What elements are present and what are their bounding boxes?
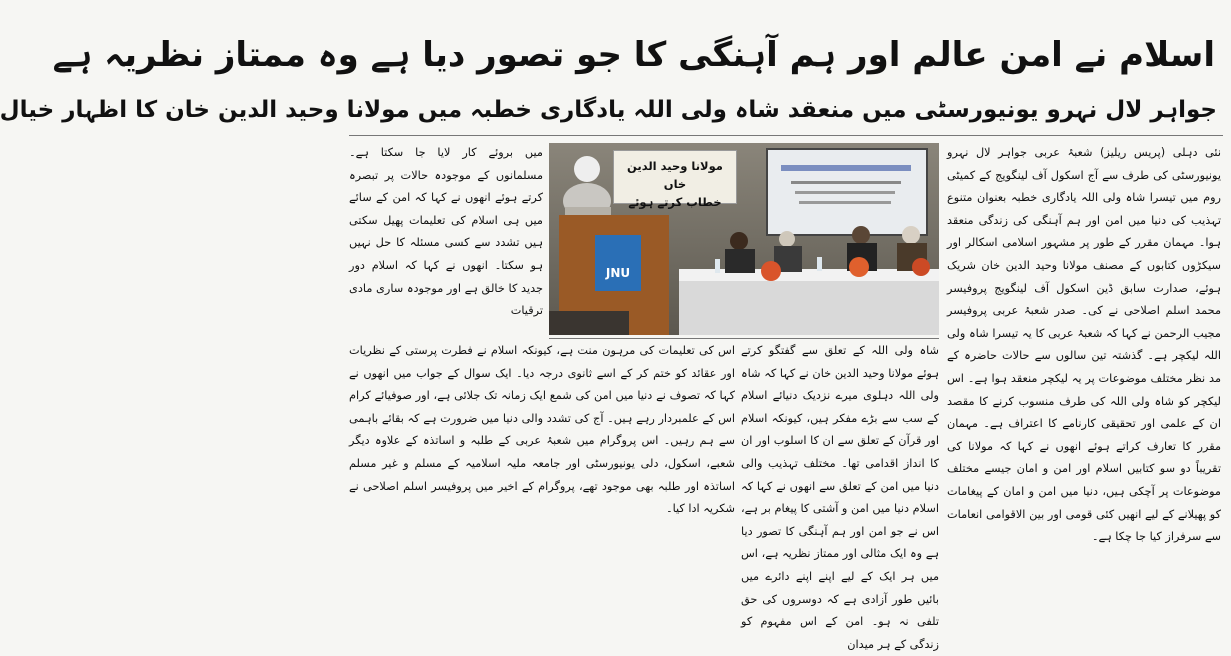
photo-caption-line2: خطاب کرتے ہوئے [628,195,722,209]
article-column-right [947,142,1221,544]
event-photo-illustration [549,143,939,335]
article-column-left-bottom [349,340,735,516]
headline: اسلام نے امن عالم اور ہم آہنگی کا جو تصور دیا ہے وہ ممتاز نظریہ ہے [52,35,1215,75]
photo-caption [613,150,737,209]
divider [349,135,1223,136]
photo-caption-line1: مولانا وحید الدین خاں [627,159,723,191]
photo-divider [549,338,939,339]
event-photo [549,143,939,335]
podium-logo: JNU [605,266,631,280]
article-text: اس کی تعلیمات کی مرہون منت ہے، کیونکہ اسلام نے فطرت پرستی کے نظریات اور عقائد کو ختم کر کے اسے ثانوی درجہ دیا۔ ایک سوال کے جواب میں انھوں نے کہا کہ تصوف نے دنیا میں امن کی شمع ایک زمانہ تک جلائی ہے، اور صوفیائے کرام اس کے علمبردار رہے ہیں۔ آج کی تشدد والی دنیا میں ضرورت ہے کہ بقائے باہمی سے ہم رہیں۔ اس پروگرام میں شعبۂ عربی کے طلبہ و اساتذہ کے علاوہ دیگر شعبے، اسکول، دلی یونیورسٹی اور جامعہ ملیہ اسلامیہ کے مسلم و غیر مسلم اساتذہ اور طلبہ بھی موجود تھے، پروگرام کے اخیر میں پروفیسر اسلم اصلاحی نے شکریہ ادا کیا۔ [349,344,735,516]
article-text: شاہ ولی اللہ کے تعلق سے گفتگو کرتے ہوئے مولانا وحید الدین خان نے کہا کہ شاہ ولی اللہ دہلوی میرے نزدیک دنیائے اسلام کے سب سے بڑے مفکر ہیں، کیونکہ اسلام اور قرآن کے تعلق سے ان کا اسلوب اور ان کا انداز اقدامی تھا۔ مختلف تہذیب والی دنیا میں امن کے تعلق سے انھوں نے کہا کہ اسلام دنیا میں امن و آشتی کا پیغام بر ہے، اس نے جو امن اور ہم آہنگی کا تصور دیا ہے وہ ایک مثالی اور ممتاز نظریہ ہے، اس میں ہر ایک کے لیے اپنے اپنے دائرے میں بائیں طور آزادی ہے کہ دوسروں کی حق تلفی نہ ہو۔ امن کے اس مفہوم کو زندگی کے ہر میدان [741,344,939,651]
subheadline: جواہر لال نہرو یونیورسٹی میں منعقد شاہ ولی اللہ یادگاری خطبہ میں مولانا وحید الدین خان کا اظہار خیال [0,97,1217,123]
article-column-middle [741,340,939,651]
article-text: نئی دہلی (پریس ریلیز) شعبۂ عربی جواہر لال نہرو یونیورسٹی کی طرف سے آج اسکول آف لینگویج کے کمیٹی روم میں تیسرا شاہ ولی اللہ یادگاری خطبہ بعنوان متنوع تہذیب کی دنیا میں امن اور ہم آہنگی کی زندگی منعقد ہوا۔ مہمان مقرر کے طور پر مشہور اسلامی اسکالر اور سیکڑوں کتابوں کے مصنف مولانا وحید الدین خان شریک ہوئے، صدارت سابق ڈین اسکول آف لینگویج پروفیسر محمد اسلم اصلاحی نے کی۔ صدر شعبۂ عربی پروفیسر مجیب الرحمن نے کہا کہ شعبۂ عربی کا یہ تیسرا شاہ ولی اللہ لیکچر ہے۔ گذشتہ تین سالوں سے حالات حاضرہ کے مد نظر مختلف موضوعات پر یہ لیکچر منعقد ہوا ہے۔ اس لیکچر کو شاہ ولی اللہ کی طرف منسوب کرنے کا مقصد ان کے علمی اور تحقیقی کارنامے کا اعتراف ہے۔ مہمان مقرر کا تعارف کراتے ہوئے انھوں نے کہا کہ مولانا کی تقریباً دو سو کتابیں اسلام اور امن و امان جیسے مختلف موضوعات پر آچکی ہیں، دنیا میں امن و امان کے پیغامات کو پھیلانے کے لیے انھیں کئی قومی اور بین الاقوامی انعامات سے سرفراز کیا جا چکا ہے۔ [947,146,1221,544]
article-text: میں بروئے کار لایا جا سکتا ہے۔ مسلمانوں کے موجودہ حالات پر تبصرہ کرتے ہوئے انھوں نے کہا کہ امن کے سائے میں ہی اسلام کی تعلیمات پھیل سکتی ہیں تشدد سے کسی مسئلہ کا حل نہیں ہو سکتا۔ انھوں نے کہا کہ اسلام دور جدید کا خالق ہے اور موجودہ ساری مادی ترقیات [349,146,543,318]
article-column-left-top [349,142,543,338]
